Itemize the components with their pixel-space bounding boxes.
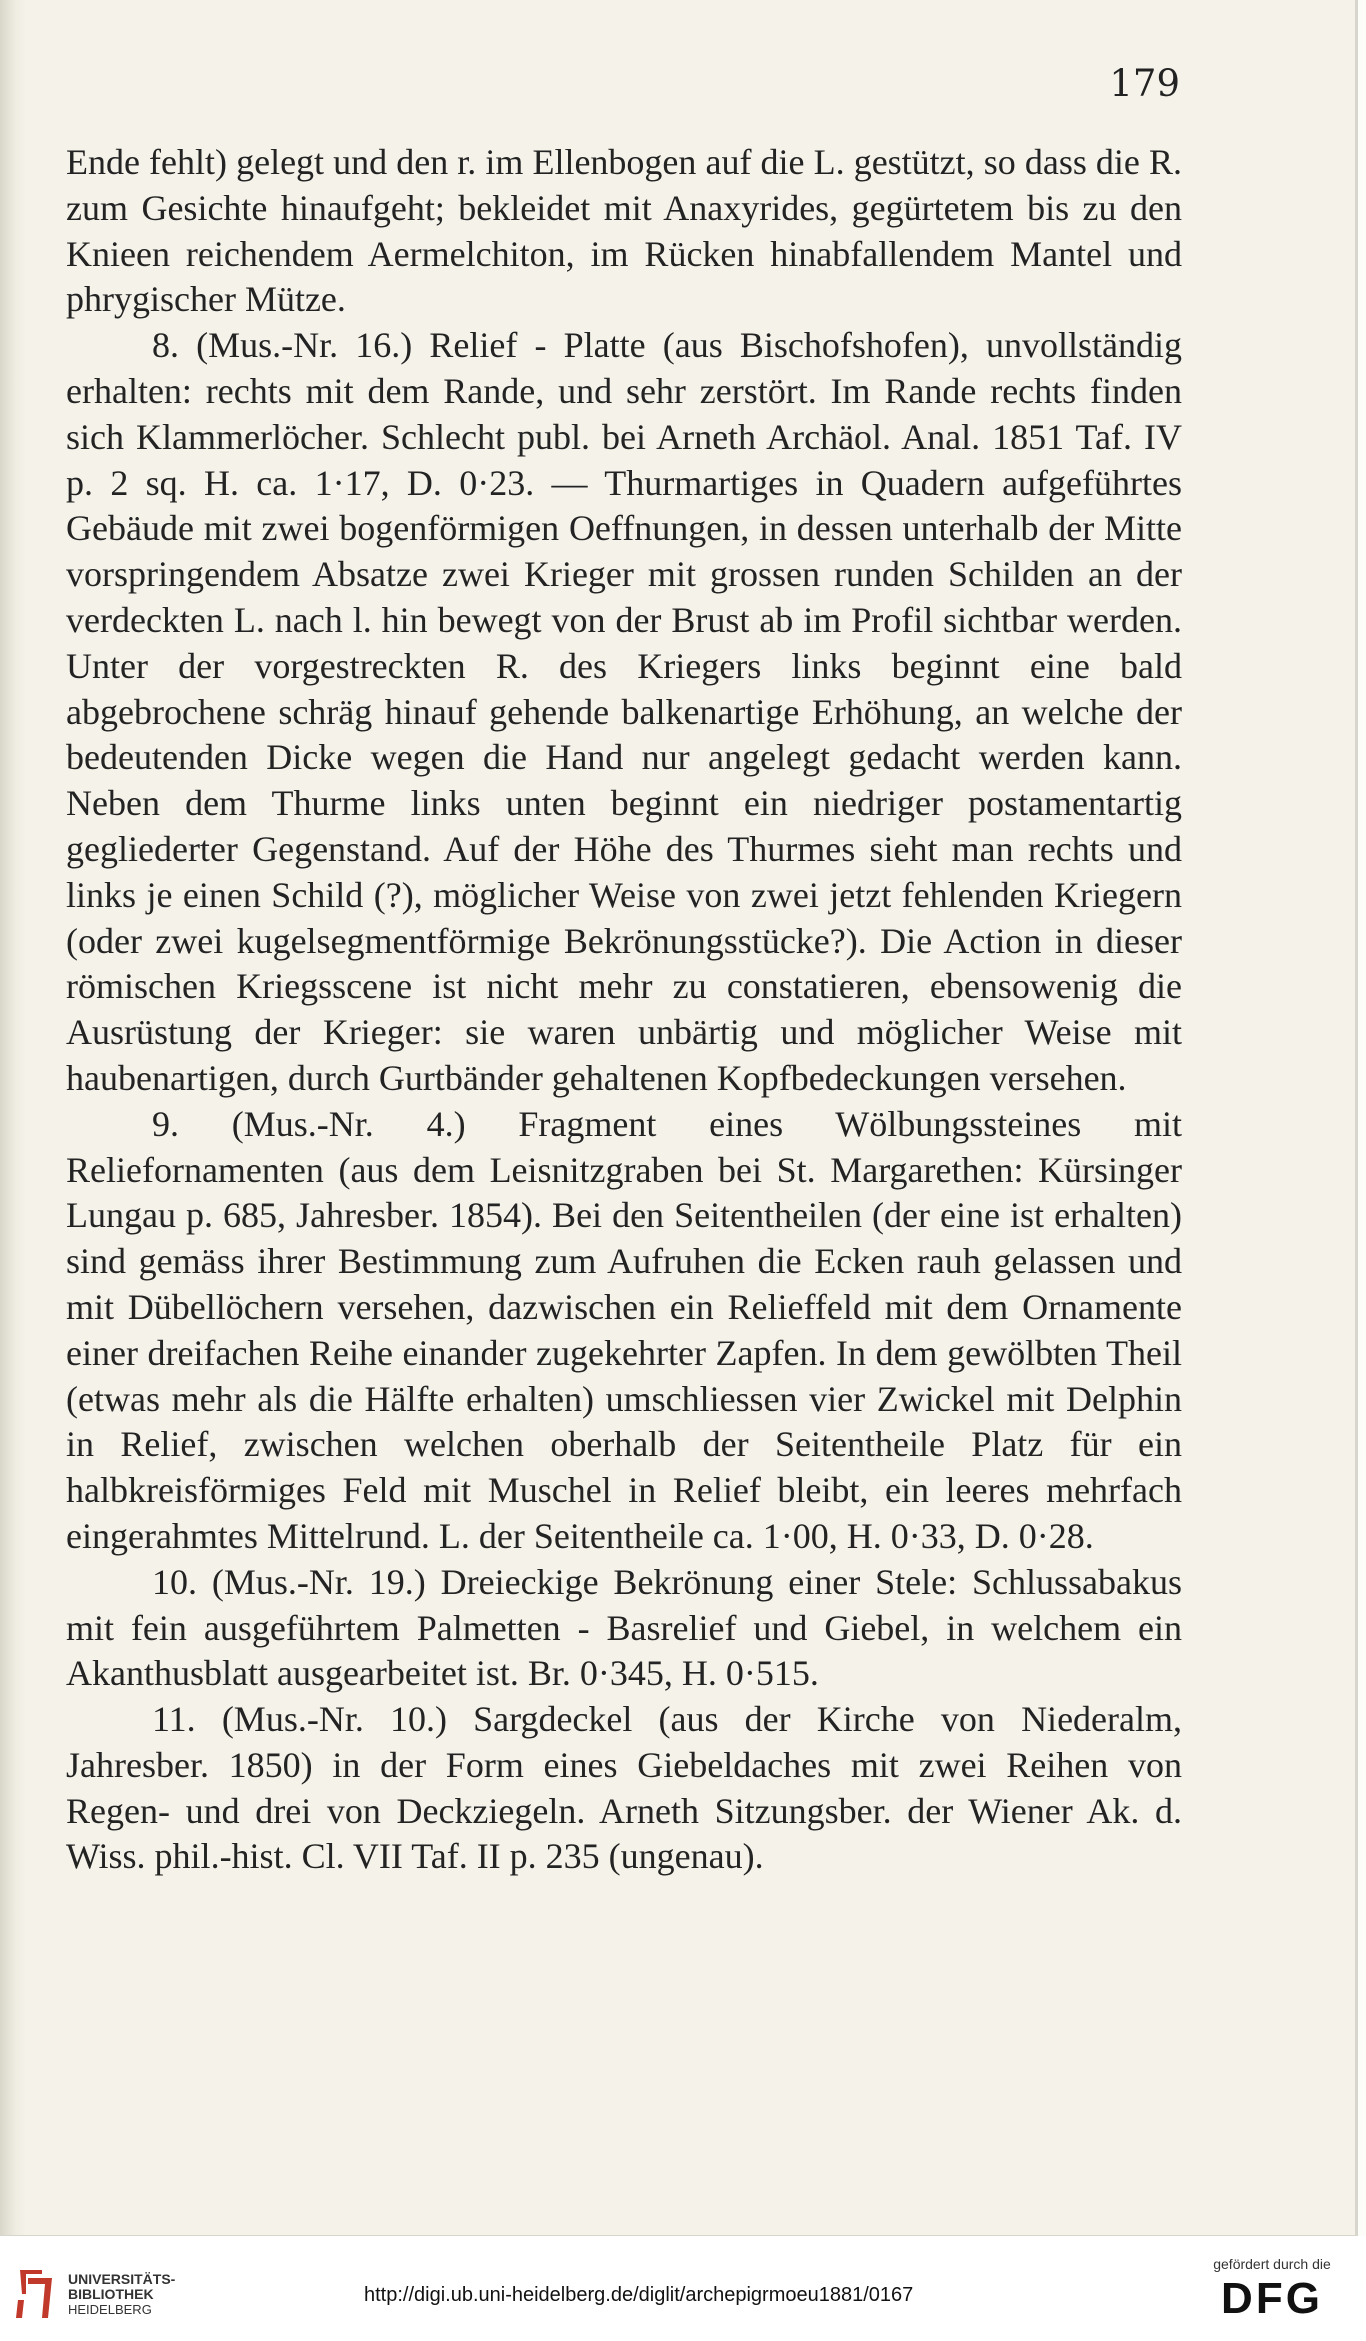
paragraph-entry-8: 8. (Mus.-Nr. 16.) Relief - Platte (aus Bischofshofen), unvollständig erhalten: rechts mit dem Rande, und sehr zerstört. Im Rande rechts finden sich Klammerlöcher. Schlecht publ. bei Arneth Archäol. Anal. 1851 Taf. IV p. 2 sq. H. ca. 1·17, D. 0·23. — Thurmartiges in Quadern aufgeführtes Gebäude mit zwei bogenförmigen Oeffnungen, in dessen unterhalb der Mitte vorspringendem Absatze zwei Krieger mit grossen runden Schilden an der verdeckten L. nach l. hin bewegt von der Brust ab im Profil sichtbar werden. Unter der vorgestreckten R. des Kriegers links beginnt eine bald abgebrochene schräg hinauf gehende balkenartige Erhöhung, an welche der bedeutenden Dicke wegen die Hand nur angelegt gedacht werden kann. Neben dem Thurme links unten beginnt ein niedriger postamentartig gegliederter Gegenstand. Auf der Höhe des Thurmes sieht man rechts und links je einen Schild (?), möglicher Weise von zwei jetzt fehlenden Kriegern (oder zwei kugelsegmentförmige Bekrönungsstücke?). Die Action in dieser römischen Kriegsscene ist nicht mehr zu constatieren, ebensowenig die Ausrüstung der Krieger: sie waren unbärtig und möglicher Weise mit haubenartigen, durch Gurtbänder gehaltenen Kopfbedeckungen versehen. [66, 325, 1182, 1098]
paragraph-entry-11: 11. (Mus.-Nr. 10.) Sargdeckel (aus der Kirche von Niederalm, Jahresber. 1850) in der Form eines Giebeldaches mit zwei Reihen von Regen- und drei von Deckziegeln. Arneth Sitzungsber. der Wiener Ak. d. Wiss. phil.-hist. Cl. VII Taf. II p. 235 (ungenau). [66, 1699, 1182, 1877]
dfg-logo: DFG [1221, 2274, 1323, 2323]
page-number: 179 [1109, 62, 1180, 105]
page-gutter-shadow [0, 0, 26, 2235]
body-text [66, 140, 1182, 1880]
paragraph-continuation: Ende fehlt) gelegt und den r. im Ellenbogen auf die L. gestützt, so dass die R. zum Gesichte hinaufgeht; bekleidet mit Anaxyrides, gegürtetem bis zu den Knieen reichendem Aermelchiton, im Rücken hinabfallendem Mantel und phrygischer Mütze. [66, 142, 1182, 320]
digitization-footer [0, 2236, 1366, 2341]
library-name-line-3: HEIDELBERG [68, 2302, 152, 2317]
funding-label: gefördert durch die [1213, 2256, 1331, 2272]
permalink-url[interactable]: http://digi.ub.uni-heidelberg.de/diglit/archepigrmoeu1881/0167 [364, 2284, 914, 2306]
library-name-line-1: UNIVERSITÄTS- [68, 2271, 176, 2287]
library-name [68, 2272, 175, 2317]
library-name-line-2: BIBLIOTHEK [68, 2286, 154, 2302]
paragraph-entry-9: 9. (Mus.-Nr. 4.) Fragment eines Wölbungssteines mit Reliefornamenten (aus dem Leisnitzgraben bei St. Margarethen: Kürsinger Lungau p. 685, Jahresber. 1854). Bei den Seitentheilen (der eine ist erhalten) sind gemäss ihrer Bestimmung zum Aufruhen die Ecken rauh gelassen und mit Dübellöchern versehen, dazwischen ein Relieffeld mit dem Ornamente einer dreifachen Reihe einander zugekehrter Zapfen. In dem gewölbten Theil (etwas mehr als die Hälfte erhalten) umschliessen vier Zwickel mit Delphin in Relief, zwischen welchen oberhalb der Seitentheile Platz für ein halbkreisförmiges Feld mit Muschel in Relief bleibt, ein leeres mehrfach eingerahmtes Mittelrund. L. der Seitentheile ca. 1·00, H. 0·33, D. 0·28. [66, 1103, 1182, 1556]
university-library-logo-icon [12, 2266, 58, 2322]
funding-notice [1202, 2256, 1342, 2322]
paragraph-entry-10: 10. (Mus.-Nr. 19.) Dreieckige Bekrönung einer Stele: Schlussabakus mit fein ausgeführtem Palmetten - Basrelief und Giebel, in welchem ein Akanthusblatt ausgearbeitet ist. Br. 0·345, H. 0·515. [66, 1561, 1182, 1694]
